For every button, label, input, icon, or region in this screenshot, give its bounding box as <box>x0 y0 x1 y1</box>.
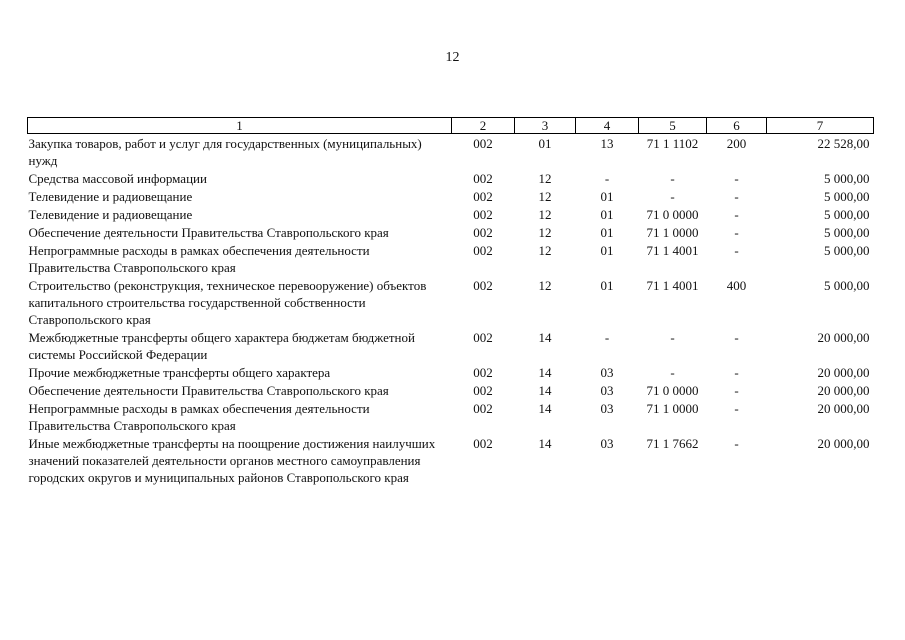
table-row <box>28 241 874 276</box>
column-header-7: 7 <box>767 118 874 134</box>
row-section: 14 <box>538 401 552 416</box>
row-amount: 20 000,00 <box>817 383 870 398</box>
row-amount: 5 000,00 <box>824 243 870 258</box>
row-name: Телевидение и радиовещание <box>28 189 193 204</box>
row-name: Телевидение и радиовещание <box>28 207 193 222</box>
row-amount: 5 000,00 <box>824 189 870 204</box>
table-row <box>28 381 874 399</box>
row-expense-type: - <box>734 207 739 222</box>
row-name: Прочие межбюджетные трансферты общего характера <box>28 365 331 380</box>
row-subsection: 03 <box>600 383 614 398</box>
row-admin-code: 002 <box>473 383 493 398</box>
row-target-article: 71 0 0000 <box>646 207 699 222</box>
row-subsection: - <box>604 171 610 186</box>
row-subsection: 03 <box>600 401 614 416</box>
row-expense-type: - <box>734 171 739 186</box>
row-target-article: 71 1 0000 <box>646 225 699 240</box>
row-admin-code: 002 <box>473 171 493 186</box>
table-body <box>28 134 874 487</box>
row-section: 12 <box>538 171 552 186</box>
row-target-article: 71 1 4001 <box>646 278 699 293</box>
row-subsection: - <box>604 330 610 345</box>
column-header-6: 6 <box>707 118 767 134</box>
row-target-article: 71 1 0000 <box>646 401 699 416</box>
row-subsection: 01 <box>600 225 614 240</box>
row-subsection: 03 <box>600 436 614 451</box>
row-section: 12 <box>538 278 552 293</box>
row-section: 14 <box>538 365 552 380</box>
table-row <box>28 187 874 205</box>
row-admin-code: 002 <box>473 243 493 258</box>
table-row <box>28 328 874 363</box>
column-header-2: 2 <box>452 118 515 134</box>
row-amount: 5 000,00 <box>824 225 870 240</box>
row-amount: 5 000,00 <box>824 207 870 222</box>
page-number: 12 <box>445 50 460 65</box>
row-amount: 20 000,00 <box>817 365 870 380</box>
row-section: 12 <box>538 189 552 204</box>
row-subsection: 01 <box>600 243 614 258</box>
row-target-article: 71 1 1102 <box>646 136 699 151</box>
row-expense-type: - <box>734 436 739 451</box>
row-expense-type: - <box>734 401 739 416</box>
row-subsection: 01 <box>600 278 614 293</box>
row-expense-type: 200 <box>726 136 747 151</box>
row-section: 12 <box>538 207 552 222</box>
row-amount: 20 000,00 <box>817 401 870 416</box>
row-name: Непрограммные расходы в рамках обеспечения деятельности Правительства Ставропольского края <box>28 401 370 433</box>
column-header-3: 3 <box>515 118 576 134</box>
row-subsection: 03 <box>600 365 614 380</box>
row-admin-code: 002 <box>473 278 493 293</box>
row-admin-code: 002 <box>473 225 493 240</box>
row-admin-code: 002 <box>473 330 493 345</box>
table-row <box>28 169 874 187</box>
row-section: 14 <box>538 330 552 345</box>
row-name: Непрограммные расходы в рамках обеспечения деятельности Правительства Ставропольского края <box>28 243 370 275</box>
row-expense-type: - <box>734 225 739 240</box>
row-amount: 22 528,00 <box>817 136 870 151</box>
row-name: Обеспечение деятельности Правительства Ставропольского края <box>28 225 389 240</box>
row-expense-type: 400 <box>726 278 747 293</box>
row-name: Строительство (реконструкция, техническое перевооружение) объектов капитального строительства государственной собственности Ставропольского края <box>28 278 427 327</box>
row-section: 12 <box>538 225 552 240</box>
row-expense-type: - <box>734 243 739 258</box>
row-expense-type: - <box>734 330 739 345</box>
row-target-article: 71 1 7662 <box>646 436 699 451</box>
row-section: 14 <box>538 383 552 398</box>
row-expense-type: - <box>734 383 739 398</box>
row-admin-code: 002 <box>473 401 493 416</box>
row-name: Средства массовой информации <box>28 171 207 186</box>
row-subsection: 13 <box>600 136 614 151</box>
row-amount: 20 000,00 <box>817 436 870 451</box>
row-admin-code: 002 <box>473 436 493 451</box>
row-target-article: 71 0 0000 <box>646 383 699 398</box>
row-expense-type: - <box>734 189 739 204</box>
row-name: Закупка товаров, работ и услуг для государственных (муниципальных) нужд <box>28 136 422 168</box>
row-target-article: - <box>670 189 675 204</box>
row-subsection: 01 <box>600 189 614 204</box>
row-section: 14 <box>538 436 552 451</box>
row-amount: 5 000,00 <box>824 278 870 293</box>
row-admin-code: 002 <box>473 189 493 204</box>
row-name: Обеспечение деятельности Правительства Ставропольского края <box>28 383 389 398</box>
row-target-article: - <box>670 330 675 345</box>
budget-table <box>27 117 874 486</box>
row-target-article: - <box>670 171 675 186</box>
row-name: Иные межбюджетные трансферты на поощрение достижения наилучших значений показателей деятельности органов местного самоуправления городских округов и муниципальных районов Ставропольского края <box>28 436 436 485</box>
row-target-article: 71 1 4001 <box>646 243 699 258</box>
table-row <box>28 205 874 223</box>
row-section: 01 <box>538 136 552 151</box>
table-row <box>28 134 874 170</box>
column-header-4: 4 <box>576 118 639 134</box>
table-row <box>28 363 874 381</box>
table-row <box>28 276 874 328</box>
row-amount: 20 000,00 <box>817 330 870 345</box>
row-admin-code: 002 <box>473 207 493 222</box>
table-row <box>28 434 874 486</box>
row-amount: 5 000,00 <box>824 171 870 186</box>
row-target-article: - <box>670 365 675 380</box>
row-section: 12 <box>538 243 552 258</box>
table-row <box>28 223 874 241</box>
column-header-1: 1 <box>28 118 452 134</box>
row-admin-code: 002 <box>473 365 493 380</box>
column-header-5: 5 <box>639 118 707 134</box>
table-header-row <box>28 118 874 134</box>
row-name: Межбюджетные трансферты общего характера бюджетам бюджетной системы Российской Федерации <box>28 330 415 362</box>
row-subsection: 01 <box>600 207 614 222</box>
row-expense-type: - <box>734 365 739 380</box>
table-row <box>28 399 874 434</box>
row-admin-code: 002 <box>473 136 493 151</box>
